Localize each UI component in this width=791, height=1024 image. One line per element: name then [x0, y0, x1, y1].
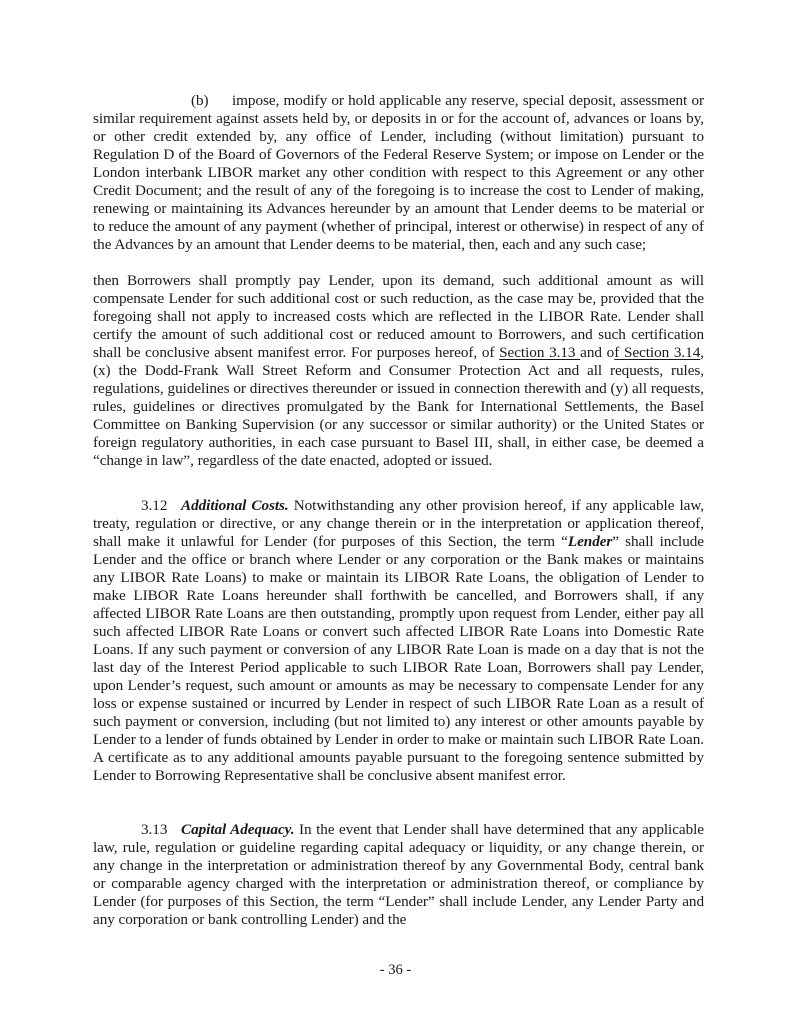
section-heading: Capital Adequacy. [181, 821, 295, 838]
section-3-12 [93, 497, 704, 785]
paragraph-b [93, 92, 704, 254]
section-3-13-text: In the event that Lender shall have determined that any applicable law, rule, regulation or guideline regarding capital adequacy or liquidity, or any change therein, or any change in the interpretation or administration thereof by any Governmental Body, central bank or comparable agency charged with the interpretation or administration thereof, or compliance by Lender (for purposes of this Section, the term “Lender” shall include Lender, any Lender Party and any corporation or bank controlling Lender) and the [93, 821, 704, 928]
then-text-1: then Borrowers shall promptly pay Lender, upon its demand, such additional amount as will compensate Lender for such additional cost or such reduction, as the case may be, provided that the foregoing shall not apply to increased costs which are reflected in the LIBOR Rate. Lender shall certify the amount of such additional cost or reduced amount to Borrowers, and such certification shall be conclusive absent manifest error. For purposes hereof, of [93, 272, 704, 361]
page-number: - 36 - [379, 962, 412, 978]
then-text-3: , (x) the Dodd-Frank Wall Street Reform and Consumer Protection Act and all requests, rules, regulations, guidelines or directives thereunder or issued in connection therewith and (y) all requests, rules, guidelines or directives promulgated by the Bank for International Settlements, the Basel Committee on Banking Supervision (or any successor or similar authority) or the United States or foreign regulatory authorities, in each case pursuant to Basel III, shall, in either case, be deemed a “change in law”, regardless of the date enacted, adopted or issued. [93, 344, 704, 469]
then-text-2: and o [580, 344, 615, 361]
section-number: 3.13 [141, 821, 168, 838]
section-3-14-link-prefix: f [614, 344, 620, 361]
section-3-13 [93, 821, 704, 929]
paragraph-then [93, 272, 704, 470]
clause-label: (b) [191, 92, 209, 109]
defined-term-lender: Lender [567, 533, 613, 550]
section-number: 3.12 [141, 497, 168, 514]
section-3-13-link[interactable]: Section 3.13 [499, 344, 581, 361]
section-3-12-text-2: ” shall include Lender and the office or branch where Lender or any corporation or the Bank makes or maintains any LIBOR Rate Loans) to make or maintain its LIBOR Rate Loans, the obligation of Lender to make LIBOR Rate Loans hereunder shall forthwith be cancelled, and Borrowers shall, if any affected LIBOR Rate Loans are then outstanding, promptly upon request from Lender, either pay all such affected LIBOR Rate Loans or convert such affected LIBOR Rate Loans into Domestic Rate Loans. If any such payment or conversion of any LIBOR Rate Loan is made on a day that is not the last day of the Interest Period applicable to such LIBOR Rate Loan, Borrowers shall pay Lender, upon Lender’s request, such amount or amounts as may be necessary to compensate Lender for any loss or expense sustained or incurred by Lender in respect of such LIBOR Rate Loan as a result of such payment or conversion, including (but not limited to) any interest or other amounts payable by Lender to a lender of funds obtained by Lender in order to make or maintain such LIBOR Rate Loan. A certificate as to any additional amounts payable pursuant to the foregoing sentence submitted by Lender to Borrowing Representative shall be conclusive absent manifest error. [93, 533, 704, 784]
section-heading: Additional Costs. [181, 497, 289, 514]
section-3-12-text-1: Notwithstanding any other provision hereof, if any applicable law, treaty, regulation or directive, or any change therein or in the interpretation or application thereof, shall make it unlawful for Lender (for purposes of this Section, the term “ [93, 497, 704, 550]
section-3-14-link[interactable]: Section 3.14 [619, 344, 701, 361]
clause-b-text: impose, modify or hold applicable any reserve, special deposit, assessment or similar requirement against assets held by, or deposits in or for the account of, advances or loans by, or other credit extended by, any office of Lender, including (without limitation) pursuant to Regulation D of the Board of Governors of the Federal Reserve System; or impose on Lender or the London interbank LIBOR market any other condition with respect to this Agreement or any other Credit Document; and the result of any of the foregoing is to increase the cost to Lender of making, renewing or maintaining its Advances hereunder by an amount that Lender deems to be material or to reduce the amount of any payment (whether of principal, interest or otherwise) in respect of any of the Advances by an amount that Lender deems to be material, then, each and any such case; [93, 92, 704, 253]
